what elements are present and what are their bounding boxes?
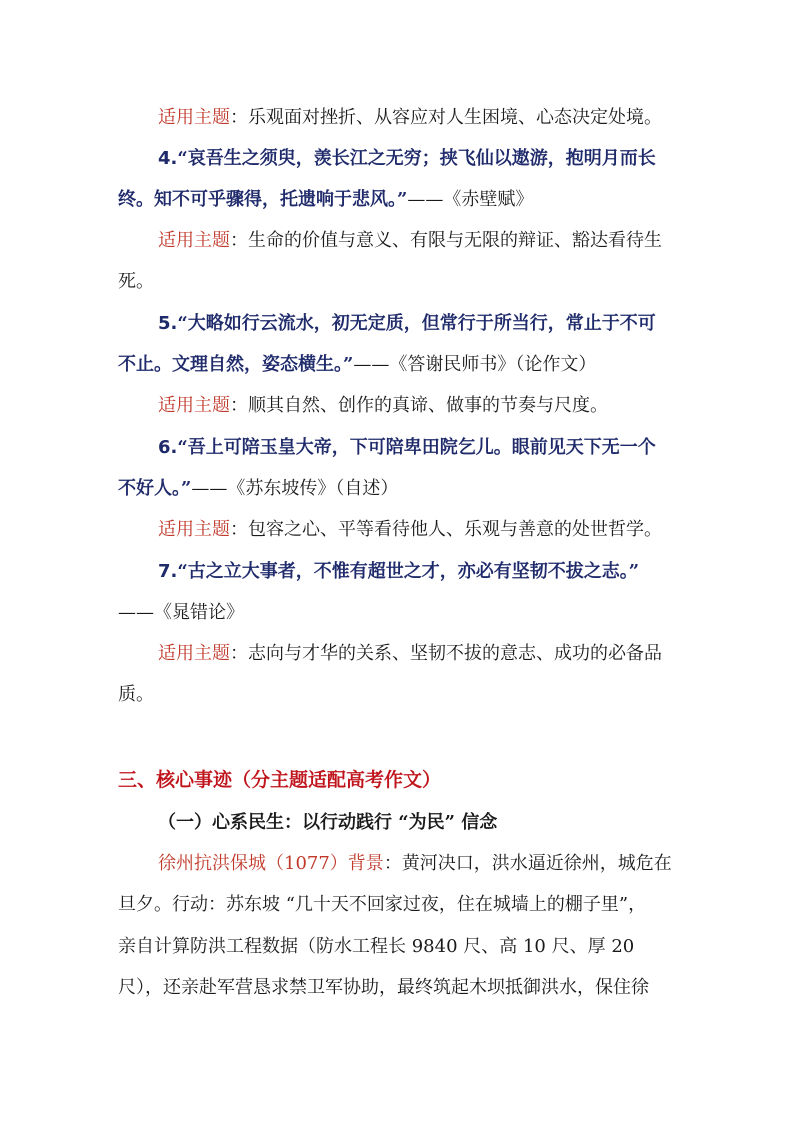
quote-text: 不好人。” (118, 478, 192, 499)
theme-line (158, 642, 662, 666)
section-heading: 三、核心事迹（分主题适配高考作文） (118, 769, 442, 791)
quote-line (158, 436, 656, 460)
quote-text: 终。知不可乎骤得，托遗响于悲风。” (118, 189, 408, 210)
theme-label: 适用主题 (158, 395, 230, 416)
theme-label: 适用主题 (158, 230, 230, 251)
story-line (158, 852, 672, 876)
theme-line (158, 229, 662, 253)
quote-source: ——《答谢民师书》（论作文） (353, 354, 597, 375)
theme-line (118, 683, 154, 707)
quote-number: 4. (158, 148, 178, 169)
theme-text: 死。 (118, 271, 154, 292)
quote-line (118, 477, 398, 501)
quote-text: “大略如行云流水，初无定质，但常行于所当行，常止于不可 (177, 313, 656, 334)
theme-line (158, 106, 662, 130)
quote-text: “古之立大事者，不惟有超世之才，亦必有坚韧不拔之志。” (177, 561, 640, 582)
quote-text: “吾上可陪玉皇大帝，下可陪卑田院乞儿。眼前见天下无一个 (177, 437, 656, 458)
sub-heading: （一）心系民生：以行动践行 “为民” 信念 (158, 812, 498, 833)
story-title: 徐州抗洪保城（1077）背景 (158, 853, 384, 874)
theme-text: ：顺其自然、创作的真谛、做事的节奏与尺度。 (230, 395, 608, 416)
theme-text: ：包容之心、平等看待他人、乐观与善意的处世哲学。 (230, 519, 662, 540)
theme-text: ：志向与才华的关系、坚韧不拔的意志、成功的必备品 (230, 643, 662, 664)
story-line: 亲自计算防洪工程数据（防水工程长 9840 尺、高 10 尺、厚 20 (118, 936, 635, 957)
quote-line (118, 188, 533, 212)
quote-source-line (118, 601, 244, 625)
theme-text: ：生命的价值与意义、有限与无限的辩证、豁达看待生 (230, 230, 662, 251)
theme-line (158, 518, 662, 542)
quote-text: 不止。文理自然，姿态横生。” (118, 354, 354, 375)
theme-line (158, 394, 608, 418)
theme-line (118, 270, 154, 294)
story-line: 旦夕。行动：苏东坡 “几十天不回家过夜，住在城墙上的棚子里”， (118, 894, 647, 915)
story-text: ：黄河决口，洪水逼近徐州，城危在 (383, 853, 672, 874)
quote-line (158, 147, 656, 171)
quote-source: ——《晁错论》 (118, 602, 244, 623)
quote-line (158, 312, 656, 336)
theme-text: ：乐观面对挫折、从容应对人生困境、心态决定处境。 (230, 107, 662, 128)
quote-line (118, 353, 596, 377)
theme-label: 适用主题 (158, 643, 230, 664)
story-line: 尺），还亲赴军营恳求禁卫军协助，最终筑起木坝抵御洪水，保住徐 (118, 977, 649, 998)
quote-source: ——《苏东坡传》（自述） (191, 478, 399, 499)
quote-number: 7. (158, 561, 178, 582)
quote-number: 5. (158, 313, 178, 334)
theme-label: 适用主题 (158, 107, 230, 128)
quote-source: ——《赤壁赋》 (407, 189, 534, 210)
theme-label: 适用主题 (158, 519, 230, 540)
quote-line (158, 560, 639, 584)
quote-text: “哀吾生之须臾，羡长江之无穷；挟飞仙以遨游，抱明月而长 (177, 148, 656, 169)
quote-number: 6. (158, 437, 178, 458)
theme-text: 质。 (118, 684, 154, 705)
